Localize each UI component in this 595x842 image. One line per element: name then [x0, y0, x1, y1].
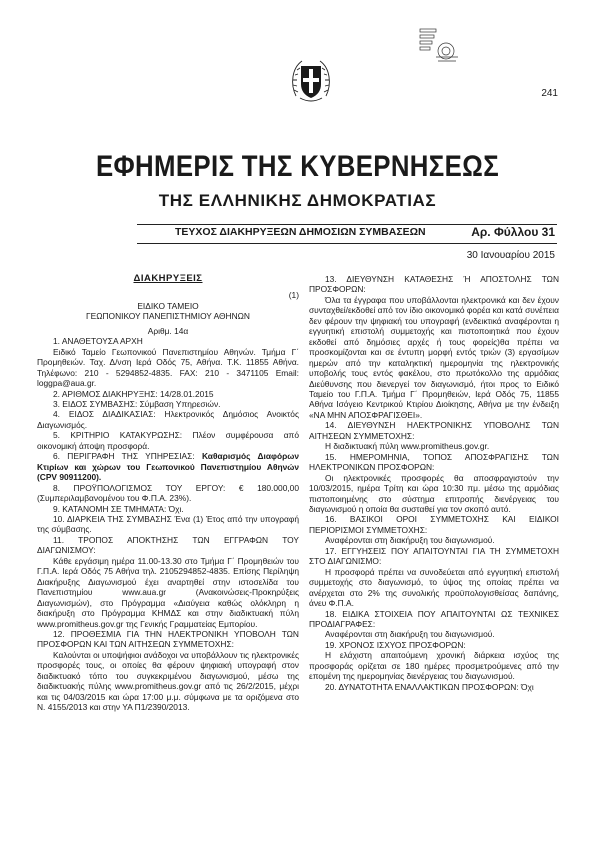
paragraph: 4. ΕΙΔΟΣ ΔΙΑΔΙΚΑΣΙΑΣ: Ηλεκτρονικός Δημόσιος Ανοικτός Διαγωνισμός. — [37, 409, 299, 430]
paragraph: 17. ΕΓΓΥΗΣΕΙΣ ΠΟΥ ΑΠΑΙΤΟΥΝΤΑΙ ΓΙΑ ΤΗ ΣΥΜΜΕΤΟΧΗ ΣΤΟ ΔΙΑΓΩΝΙΣΜΟ: — [309, 545, 559, 567]
printing-office-stamp — [418, 27, 468, 65]
paragraph: 9. ΚΑΤΑΝΟΜΗ ΣΕ ΤΜΗΜΑΤΑ: Όχι. — [53, 503, 184, 514]
service-label: 6. ΠΕΡΙΓΡΑΦΗ ΤΗΣ ΥΠΗΡΕΣΙΑΣ: — [53, 451, 202, 462]
issue-row — [137, 225, 557, 241]
paragraph: Ειδικό Ταμείο Γεωπονικού Πανεπιστημίου Αθηνών. Τμήμα Γ΄ Προμηθειών. Ταχ. Δ/νση Ιερά Οδός 75, Αθήνα. Τ.Κ. 11855 Αθήνα. Τηλέφωνο: 210 - 5294852-4835. FAX: 210 - 3471105 Email: loggpa@aua.gr. — [37, 346, 299, 389]
paragraph: Όλα τα έγγραφα που υποβάλλονται ηλεκτρονικά και δεν έχουν συνταχθεί/εκδοθεί από τον ίδιο οικονομικό φορέα και κατά συνέπεια δεν φέρουν την ψηφιακή του υπογραφή (ενδεικτικά αναφέρονται η εγγυητική επιστολή συμμετοχής και πιστοποιητικά που έχουν εκδοθεί από δημόσιες αρχές ή τους φορείς)θα πρέπει να προσκομίζονται και σε έντυπη μορφή εντός τριών (3) εργασίμων ημερών από την καταληκτική ημερομηνία της ηλεκτρονικής υποβολής τους εντός φακέλου, στο πρωτόκολλο της αρμόδιας Διεύθυνσης που διενεργεί τον διαγωνισμό, ήτοι προς το Ειδικό Ταμείο του Γ.Π.Α. Τμήμα Γ΄ Προμηθειών, Ιερά Οδός 75, 11855 Αθήνα Ισόγειο Κεντρικού Κτιρίου Διοίκησης, Αθήνα με την ένδειξη «ΝΑ ΜΗΝ ΑΠΟΣΦΡΑΓΙΣΘΕΙ». — [309, 294, 559, 420]
service-description — [37, 451, 299, 482]
paragraph: 20. ΔΥΝΑΤΟΤΗΤΑ ΕΝΑΛΛΑΚΤΙΚΩΝ ΠΡΟΣΦΟΡΩΝ: Όχι — [325, 681, 534, 692]
section-title: ΔΙΑΚΗΡΥΞΕΙΣ — [133, 273, 203, 284]
paragraph: Η διαδικτυακή πύλη www.promitheus.gov.gr. — [325, 441, 490, 452]
paragraph: 18. ΕΙΔΙΚΑ ΣΤΟΙΧΕΙΑ ΠΟΥ ΑΠΑΙΤΟΥΝΤΑΙ ΩΣ ΤΕΧΝΙΚΕΣ ΠΡΟΔΙΑΓΡΑΦΕΣ: — [309, 608, 559, 629]
left-column — [37, 274, 299, 713]
paragraph: 13. ΔΙΕΥΘΥΝΣΗ ΚΑΤΑΘΕΣΗΣ Ή ΑΠΟΣΤΟΛΗΣ ΤΩΝ ΠΡΟΣΦΟΡΩΝ: — [309, 274, 559, 295]
paragraph: Η προσφορά πρέπει να συνοδεύεται από εγγυητική επιστολή συμμετοχής στο διαγωνισμό, το ύψος της οποίας πρέπει να ανέρχεται στο 2% της συνολικής προϋπολογισθείσας δαπάνης, άνευ Φ.Π.Α. — [309, 566, 559, 609]
org-line-2: ΓΕΩΠΟΝΙΚΟΥ ΠΑΝΕΠΙΣΤΗΜΙΟΥ ΑΘΗΝΩΝ — [86, 311, 250, 322]
org-line-1: ΕΙΔΙΚΟ ΤΑΜΕΙΟ — [137, 300, 199, 311]
paragraph: 19. ΧΡΟΝΟΣ ΙΣΧΥΟΣ ΠΡΟΣΦΟΡΩΝ: — [325, 639, 466, 650]
right-column — [309, 274, 559, 692]
service-title: Καθαρισμός Διαφόρων Κτιρίων και χώρων του Γεωπονικού Πανεπιστημίου Αθηνών (CPV 90911200). — [37, 451, 299, 483]
paragraph: 2. ΑΡΙΘΜΟΣ ΔΙΑΚΗΡΥΞΗΣ: 14/28.01.2015 — [53, 388, 214, 399]
paragraph: 8. ΠΡΟΫΠΟΛΟΓΙΣΜΟΣ ΤΟΥ ΕΡΓΟΥ: € 180.000,00 (Συμπεριλαμβανομένου του Φ.Π.Α. 23%). — [37, 482, 299, 504]
issue-type: ΤΕΥΧΟΣ ΔΙΑΚΗΡΥΞΕΩΝ ΔΗΜΟΣΙΩΝ ΣΥΜΒΑΣΕΩΝ — [175, 226, 426, 238]
document-number: Αριθμ. 14α — [147, 325, 189, 336]
paragraph: Κάθε εργάσιμη ημέρα 11.00-13.30 στο Τμήμα Γ΄ Προμηθειών του Γ.Π.Α. Ιερά Οδός 75 Αθήνα τηλ. 2105294852-4835. Επίσης Περίληψη Διακήρυξης Διαγωνισμού έχει αναρτηθεί στην ιστοσελίδα του Πανεπιστημίου www.aua.gr (Ανακοινώσεις-Προκηρύξεις Διαγωνισμών), στο Πρόγραμμα «Διαύγεια καθώς ολόκληρη η διακήρυξη στο Πρόγραμμα ΚΗΜΔΣ και στην διαδικτυακή πύλη www.promitheus.gov.gr της Γενικής Γραμματείας Εμπορίου. — [37, 555, 299, 629]
paragraph: 11. ΤΡΟΠΟΣ ΑΠΟΚΤΗΣΗΣ ΤΩΝ ΕΓΓΡΑΦΩΝ ΤΟΥ ΔΙΑΓΩΝΙΣΜΟΥ: — [37, 534, 299, 556]
paragraph: 5. ΚΡΙΤΗΡΙΟ ΚΑΤΑΚΥΡΩΣΗΣ: Πλέον συμφέρουσα από οικονομική άποψη προσφορά. — [37, 430, 299, 451]
sheet-number: Αρ. Φύλλου 31 — [471, 225, 555, 239]
gazette-subtitle: ΤΗΣ ΕΛΛΗΝΙΚΗΣ ΔΗΜΟΚΡΑΤΙΑΣ — [158, 191, 437, 210]
page-number: 241 — [541, 88, 558, 99]
paragraph: Οι ηλεκτρονικές προσφορές θα αποσφραγιστούν την 10/03/2015, ημέρα Τρίτη και ώρα 10:30 πμ. μέσω της αρμόδιας πιστοποιημένης στο σύστημα επιτροπής διενέργειας του διαγωνισμού η οποία θα συσταθεί για τον σκοπό αυτό. — [309, 472, 559, 514]
paragraph: 3. ΕΙΔΟΣ ΣΥΜΒΑΣΗΣ: Σύμβαση Υπηρεσιών. — [53, 398, 221, 409]
paragraph: Αναφέρονται στη διακήρυξη του διαγωνισμού. — [325, 629, 495, 640]
issue-date: 30 Ιανουαρίου 2015 — [466, 250, 555, 261]
ref-number: (1) — [288, 290, 299, 301]
paragraph: 14. ΔΙΕΥΘΥΝΣΗ ΗΛΕΚΤΡΟΝΙΚΗΣ ΥΠΟΒΟΛΗΣ ΤΩΝ ΑΙΤΗΣΕΩΝ ΣΥΜΜΕΤΟΧΗΣ: — [309, 420, 559, 441]
paragraph: 16. ΒΑΣΙΚΟΙ ΟΡΟΙ ΣΥΜΜΕΤΟΧΗΣ ΚΑΙ ΕΙΔΙΚΟΙ ΠΕΡΙΟΡΙΣΜΟΙ ΣΥΜΜΕΤΟΧΗΣ: — [309, 514, 559, 535]
paragraph: 15. ΗΜΕΡΟΜΗΝΙΑ, ΤΟΠΟΣ ΑΠΟΣΦΡΑΓΙΣΗΣ ΤΩΝ ΗΛΕΚΤΡΟΝΙΚΩΝ ΠΡΟΣΦΟΡΩΝ: — [309, 451, 559, 473]
paragraph: 1. ΑΝΑΘΕΤΟΥΣΑ ΑΡΧΗ — [53, 336, 143, 347]
paragraph: Καλούνται οι υποψήφιοι ανάδοχοι να υποβάλλουν τις ηλεκτρονικές προσφορές τους, οι οποίες θα φέρουν ψηφιακή υπογραφή στον διαδικτυακό τόπο του συγκεκριμένου διαγωνισμού, μέσω της διαδικτυακής πύλης www.promitheus.gov.gr από τις 26/2/2015, μέχρι και τις 04/03/2015 και ώρα 17:00 μ.μ. σύμφωνα με τα οριζόμενα στο Ν. 4155/2013 και στην ΥΑ Π1/2390/2013. — [37, 649, 299, 713]
paragraph: 12. ΠΡΟΘΕΣΜΙΑ ΓΙΑ ΤΗΝ ΗΛΕΚΤΡΟΝΙΚΗ ΥΠΟΒΟΛΗ ΤΩΝ ΠΡΟΣΦΟΡΩΝ ΚΑΙ ΤΩΝ ΑΙΤΗΣΕΩΝ ΣΥΜΜΕΤΟΧΗΣ: — [37, 628, 299, 650]
paragraph: Αναφέρονται στη διακήρυξη του διαγωνισμού. — [325, 535, 495, 546]
gazette-title: ΕΦΗΜΕΡΙΣ ΤΗΣ ΚΥΒΕΡΝΗΣΕΩΣ — [95, 150, 500, 183]
bottom-rule — [137, 243, 557, 244]
greek-coat-of-arms-icon — [290, 56, 332, 106]
paragraph: Η ελάχιστη απαιτούμενη χρονική διάρκεια ισχύος της προσφοράς ορίζεται σε 180 ημέρες προσμετρούμενες από την επομένη της ημερομηνίας διενέργειας του διαγωνισμού. — [309, 650, 559, 682]
paragraph: 10. ΔΙΑΡΚΕΙΑ ΤΗΣ ΣΥΜΒΑΣΗΣ Ένα (1) Έτος από την υπογραφή της σύμβασης. — [37, 513, 299, 535]
